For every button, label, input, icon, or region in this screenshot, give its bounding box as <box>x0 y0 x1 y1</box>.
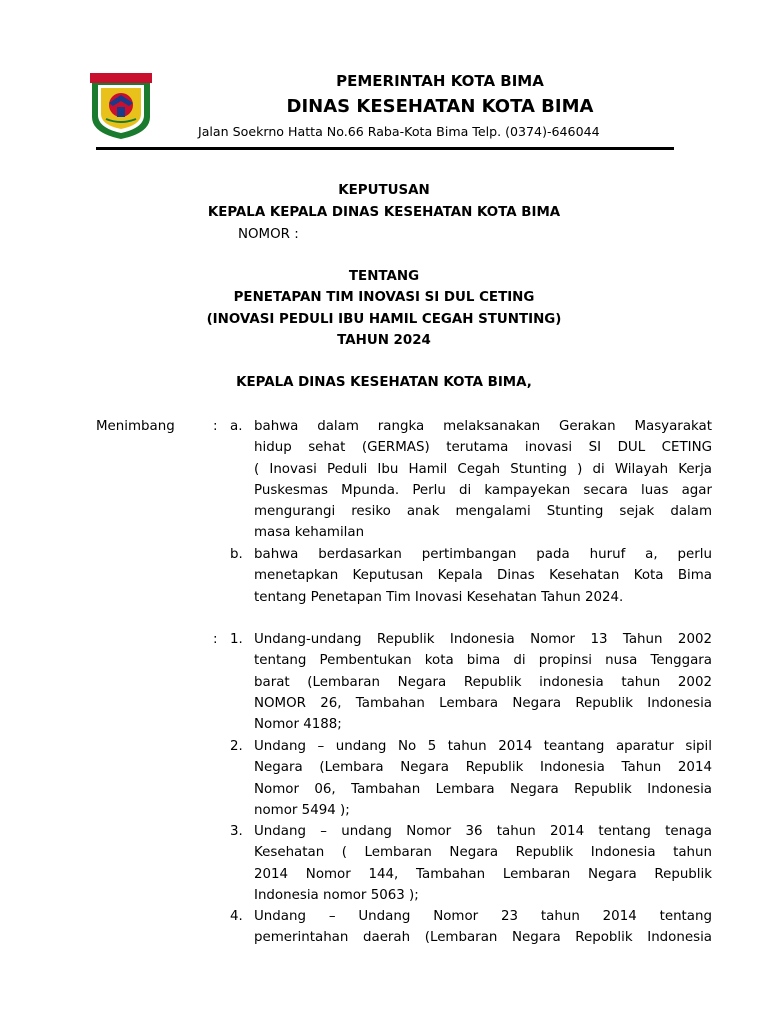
opening-clause: KEPALA DINAS KESEHATAN KOTA BIMA, <box>236 375 532 390</box>
subject-line-1: PENETAPAN TIM INOVASI SI DUL CETING <box>233 290 535 305</box>
text-line: Undang – undang No 5 tahun 2014 teantang aparatur sipil <box>254 739 712 754</box>
text-line: menetapkan Keputusan Kepala Dinas Kesehatan Kota Bima <box>254 568 712 584</box>
doc-number: NOMOR : <box>238 227 299 242</box>
text-line: bahwa dalam rangka melaksanakan Gerakan Masyarakat <box>254 419 712 434</box>
text-line: 2014 Nomor 144, Tambahan Lembaran Negara Republik <box>254 866 712 882</box>
agency-name: DINAS KESEHATAN KOTA BIMA <box>286 96 594 117</box>
doc-type: KEPUTUSAN <box>338 183 430 198</box>
text-line: nomor 5494 ); <box>254 802 350 818</box>
mengingat-item-2 <box>254 736 712 821</box>
item-marker: 4. <box>230 909 243 924</box>
item-marker: a. <box>230 419 243 434</box>
letterhead-divider <box>96 147 674 150</box>
text-line: Undang-undang Republik Indonesia Nomor 13 Tahun 2002 <box>254 632 712 647</box>
text-line: Negara (Lembara Negara Republik Indonesia Tahun 2014 <box>254 760 712 776</box>
kota-bima-emblem-logo <box>90 73 152 139</box>
menimbang-label: Menimbang <box>96 419 175 434</box>
menimbang-item-b <box>254 544 712 608</box>
text-line: Undang – undang Nomor 36 tahun 2014 tentang tenaga <box>254 824 712 839</box>
government-name: PEMERINTAH KOTA BIMA <box>336 72 544 90</box>
text-line: NOMOR 26, Tambahan Lembara Negara Republik Indonesia <box>254 695 712 711</box>
mengingat-item-3 <box>254 821 712 906</box>
text-line: Nomor 4188; <box>254 717 342 733</box>
text-line: bahwa berdasarkan pertimbangan pada huruf a, perlu <box>254 547 712 562</box>
text-line: hidup sehat (GERMAS) terutama inovasi SI DUL CETING <box>254 440 712 456</box>
text-line: barat (Lembaran Negara Republik indonesia tahun 2002 <box>254 674 712 690</box>
text-line: Puskesmas Mpunda. Perlu di kampayekan secara luas agar <box>254 482 712 498</box>
item-marker: 1. <box>230 632 243 647</box>
agency-address: Jalan Soekrno Hatta No.66 Raba-Kota Bima Telp. (0374)-646044 <box>198 124 600 139</box>
subject-line-2: (INOVASI PEDULI IBU HAMIL CEGAH STUNTING) <box>206 312 562 327</box>
item-marker: 2. <box>230 739 243 754</box>
text-line: pemerintahan daerah (Lembaran Negara Repoblik Indonesia <box>254 930 712 946</box>
tentang-heading: TENTANG <box>348 269 420 284</box>
text-line: mengurangi resiko anak mengalami Stunting sejak dalam <box>254 504 712 520</box>
item-marker: b. <box>230 547 243 562</box>
mengingat-item-1 <box>254 629 712 735</box>
text-line: Kesehatan ( Lembaran Negara Republik Indonesia tahun <box>254 845 712 861</box>
text-line: ( Inovasi Peduli Ibu Hamil Cegah Stunting ) di Wilayah Kerja <box>254 461 712 477</box>
item-marker: 3. <box>230 824 243 839</box>
text-line: Indonesia nomor 5063 ); <box>254 887 419 903</box>
text-line: Nomor 06, Tambahan Lembara Negara Republik Indonesia <box>254 781 712 797</box>
year-line: TAHUN 2024 <box>337 333 431 348</box>
menimbang-item-a <box>254 416 712 544</box>
text-line: tentang Penetapan Tim Inovasi Kesehatan Tahun 2024. <box>254 589 624 605</box>
text-line: masa kehamilan <box>254 525 365 541</box>
menimbang-colon: : <box>213 419 218 434</box>
mengingat-colon: : <box>213 632 218 647</box>
text-line: Undang – Undang Nomor 23 tahun 2014 tentang <box>254 909 712 924</box>
doc-issuer: KEPALA KEPALA DINAS KESEHATAN KOTA BIMA <box>207 205 561 220</box>
mengingat-item-4 <box>254 906 712 949</box>
text-line: tentang Pembentukan kota bima di propinsi nusa Tenggara <box>254 653 712 669</box>
